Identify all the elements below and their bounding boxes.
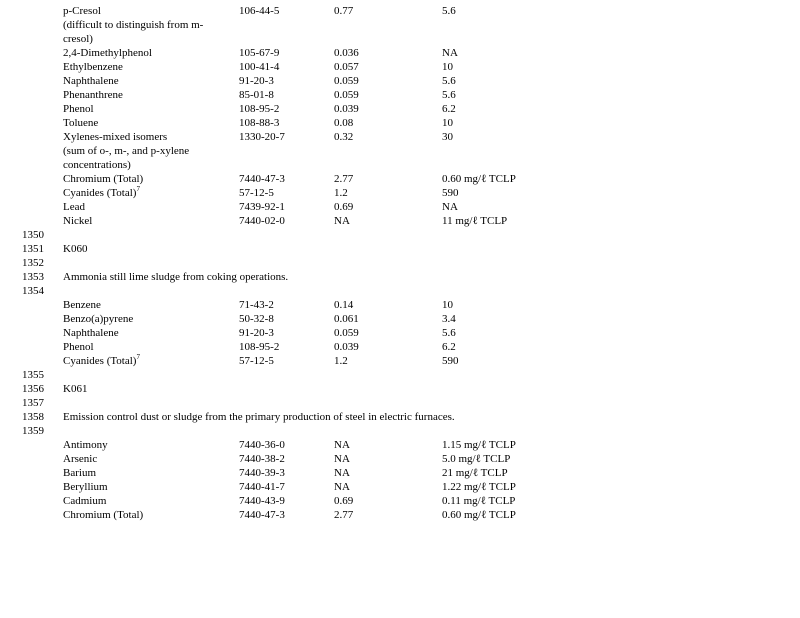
nonwastewater-standard: 10 [442,61,453,73]
constituent-name: Cadmium [63,495,107,507]
cas-number: 57-12-5 [239,187,274,199]
wastewater-standard: 1.2 [334,355,348,367]
constituent-name: p-Cresol [63,5,101,17]
wastewater-standard: 0.039 [334,341,359,353]
constituent-name: Toluene [63,117,99,129]
line-number: 1359 [22,425,44,437]
nonwastewater-standard: 5.6 [442,89,456,101]
table-row [0,144,800,158]
table-row [0,88,800,102]
wastewater-standard: 0.057 [334,61,359,73]
constituent-name: Phenol [63,103,94,115]
line-row [0,424,800,438]
constituent-name: Naphthalene [63,327,119,339]
wastewater-standard: 0.059 [334,75,359,87]
waste-description-k061: Emission control dust or sludge from the primary production of steel in electric furnaces. [63,411,455,423]
cas-number: 108-95-2 [239,103,280,115]
cas-number: 108-88-3 [239,117,280,129]
table-row [0,102,800,116]
line-row [0,228,800,242]
cas-number: 50-32-8 [239,313,274,325]
table-row [0,18,800,32]
table-row [0,452,800,466]
wastewater-standard: 2.77 [334,173,354,185]
nonwastewater-standard: 0.11 mg/ℓ TCLP [442,495,516,507]
line-number: 1356 [22,383,44,395]
line-number: 1354 [22,285,44,297]
constituent-name: Barium [63,467,96,479]
table-row [0,466,800,480]
nonwastewater-standard: NA [442,47,458,59]
constituent-name: (difficult to distinguish from m- [63,19,204,31]
cas-number: 71-43-2 [239,299,274,311]
table-row [0,60,800,74]
cas-number: 85-01-8 [239,89,274,101]
constituent-name: Xylenes-mixed isomers [63,131,168,143]
constituent-name: Benzene [63,299,101,311]
footnote-marker: 7 [136,185,140,193]
waste-code-k061: K061 [63,383,88,395]
table-row [0,200,800,214]
cas-number: 7440-47-3 [239,173,285,185]
wastewater-standard: 2.77 [334,509,354,521]
constituent-name: Ethylbenzene [63,61,123,73]
table-row [0,158,800,172]
constituent-name: Cyanides (Total)$^7$ [63,353,140,367]
constituent-name: Phenol [63,341,94,353]
wastewater-standard: NA [334,439,350,451]
nonwastewater-standard: 590 [442,187,459,199]
line-row [0,242,800,256]
table-row [0,116,800,130]
cas-number: 91-20-3 [239,327,274,339]
line-number: 1355 [22,369,44,381]
table-row [0,508,800,522]
line-number: 1351 [22,243,44,255]
wastewater-standard: 0.061 [334,313,359,325]
constituent-name: 2,4-Dimethylphenol [63,47,152,59]
nonwastewater-standard: 1.15 mg/ℓ TCLP [442,439,516,451]
line-row [0,410,800,424]
wastewater-standard: NA [334,467,350,479]
line-row [0,368,800,382]
cas-number: 1330-20-7 [239,131,285,143]
nonwastewater-standard: 21 mg/ℓ TCLP [442,467,508,479]
nonwastewater-standard: 5.6 [442,5,456,17]
nonwastewater-standard: 6.2 [442,103,456,115]
cas-number: 108-95-2 [239,341,280,353]
constituent-name: Benzo(a)pyrene [63,313,134,325]
line-row [0,284,800,298]
nonwastewater-standard: 0.60 mg/ℓ TCLP [442,173,516,185]
cas-number: 106-44-5 [239,5,280,17]
line-number: 1350 [22,229,44,241]
wastewater-standard: 0.69 [334,495,354,507]
table-row [0,74,800,88]
wastewater-standard: NA [334,481,350,493]
wastewater-standard: 0.32 [334,131,354,143]
line-row [0,256,800,270]
table-row [0,32,800,46]
nonwastewater-standard: 6.2 [442,341,456,353]
waste-description-k060: Ammonia still lime sludge from coking operations. [63,271,289,283]
table-row [0,4,800,18]
line-row [0,396,800,410]
table-row [0,354,800,368]
wastewater-standard: NA [334,453,350,465]
cas-number: 7440-47-3 [239,509,285,521]
wastewater-standard: 0.08 [334,117,354,129]
nonwastewater-standard: 10 [442,117,453,129]
table-row [0,186,800,200]
wastewater-standard: 0.039 [334,103,359,115]
cas-number: 57-12-5 [239,355,274,367]
cas-number: 7440-39-3 [239,467,285,479]
cas-number: 7440-38-2 [239,453,285,465]
table-row [0,326,800,340]
nonwastewater-standard: 1.22 mg/ℓ TCLP [442,481,516,493]
table-row [0,438,800,452]
line-row [0,270,800,284]
constituent-name: cresol) [63,33,93,45]
wastewater-standard: 0.059 [334,327,359,339]
table-row [0,480,800,494]
constituent-name: Cyanides (Total)$^7$ [63,185,140,199]
table-row [0,312,800,326]
constituent-name: Naphthalene [63,75,119,87]
table-row [0,340,800,354]
nonwastewater-standard: 0.60 mg/ℓ TCLP [442,509,516,521]
line-row [0,382,800,396]
nonwastewater-standard: 5.0 mg/ℓ TCLP [442,453,511,465]
nonwastewater-standard: 5.6 [442,327,456,339]
constituent-name: Arsenic [63,453,98,465]
footnote-marker: 7 [136,353,140,361]
cas-number: 7440-36-0 [239,439,285,451]
line-number: 1357 [22,397,44,409]
cas-number: 7440-02-0 [239,215,285,227]
cas-number: 7439-92-1 [239,201,285,213]
wastewater-standard: NA [334,215,350,227]
constituent-name: Lead [63,201,85,213]
wastewater-standard: 0.69 [334,201,354,213]
nonwastewater-standard: 590 [442,355,459,367]
constituent-name: concentrations) [63,159,131,171]
constituent-name: Chromium (Total) [63,509,144,521]
constituent-name: Beryllium [63,481,108,493]
table-row [0,298,800,312]
nonwastewater-standard: 5.6 [442,75,456,87]
wastewater-standard: 0.059 [334,89,359,101]
nonwastewater-standard: NA [442,201,458,213]
wastewater-standard: 0.77 [334,5,354,17]
cas-number: 7440-41-7 [239,481,285,493]
nonwastewater-standard: 11 mg/ℓ TCLP [442,215,508,227]
line-number: 1353 [22,271,44,283]
nonwastewater-standard: 3.4 [442,313,456,325]
table-row [0,172,800,186]
table-row [0,214,800,228]
cas-number: 7440-43-9 [239,495,285,507]
cas-number: 91-20-3 [239,75,274,87]
table-row [0,130,800,144]
line-number: 1352 [22,257,44,269]
line-number: 1358 [22,411,44,423]
table-row [0,494,800,508]
table-row [0,46,800,60]
wastewater-standard: 0.036 [334,47,359,59]
wastewater-standard: 0.14 [334,299,354,311]
nonwastewater-standard: 10 [442,299,453,311]
constituent-name: Nickel [63,215,93,227]
constituent-name: (sum of o-, m-, and p-xylene [63,145,190,157]
cas-number: 105-67-9 [239,47,280,59]
nonwastewater-standard: 30 [442,131,453,143]
constituent-name: Chromium (Total) [63,173,144,185]
constituent-name: Phenanthrene [63,89,123,101]
waste-code-k060: K060 [63,243,88,255]
wastewater-standard: 1.2 [334,187,348,199]
cas-number: 100-41-4 [239,61,280,73]
constituent-name: Antimony [63,439,108,451]
